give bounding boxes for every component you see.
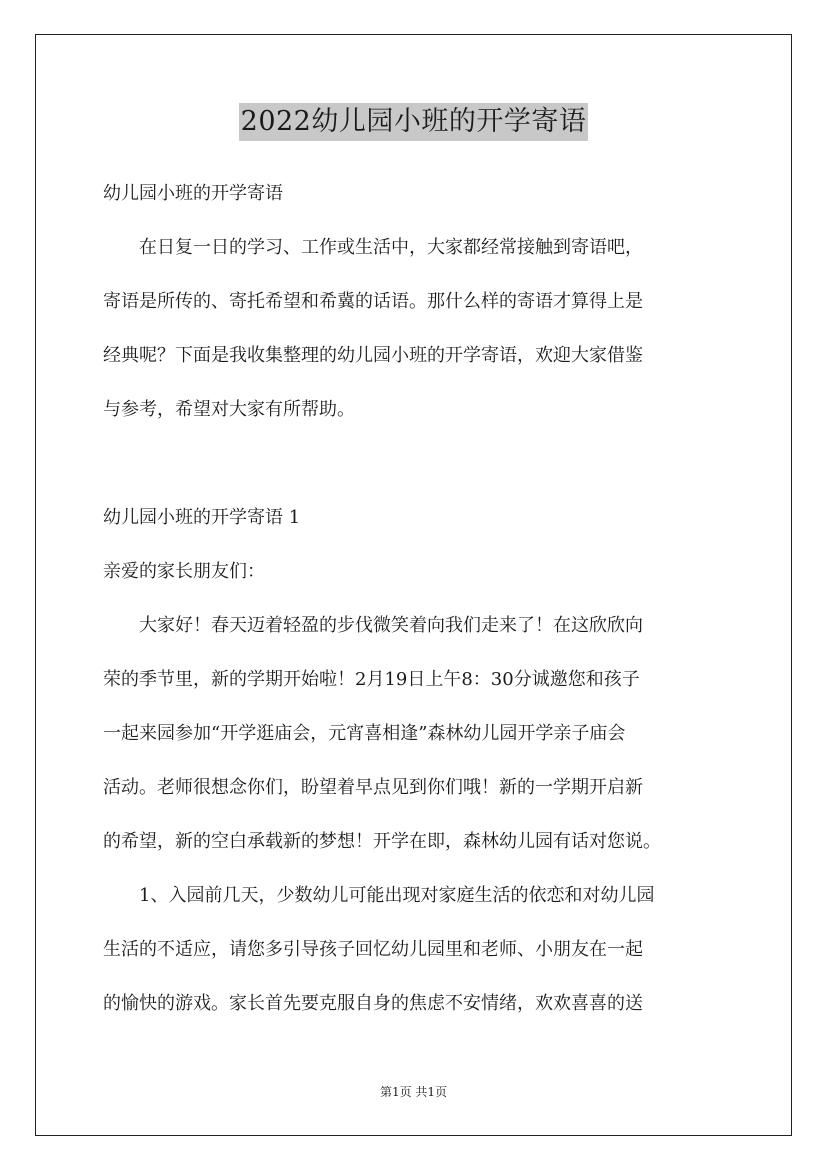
body-line: 的愉快的游戏。家长首先要克服自身的焦虑不安情绪，欢欢喜喜的送 xyxy=(103,993,643,1014)
intro-line: 在日复一日的学习、工作或生活中，大家都经常接触到寄语吧， xyxy=(103,237,643,258)
body-line: 荣的季节里，新的学期开始啦！2月19日上午8：30分诚邀您和孩子 xyxy=(103,669,640,690)
section-title: 幼儿园小班的开学寄语 1 xyxy=(103,507,301,528)
document-title: 2022幼儿园小班的开学寄语 xyxy=(239,103,589,141)
page-footer: 第1页 共1页 xyxy=(379,1085,448,1099)
body-line: 大家好！春天迈着轻盈的步伐微笑着向我们走来了！在这欣欣向 xyxy=(103,615,643,636)
body-line: 活动。老师很想念你们，盼望着早点见到你们哦！新的一学期开启新 xyxy=(103,777,643,798)
body-line: 的希望，新的空白承载新的梦想！开学在即，森林幼儿园有话对您说。 xyxy=(103,831,661,852)
intro-line: 经典呢？下面是我收集整理的幼儿园小班的开学寄语，欢迎大家借鉴 xyxy=(103,345,643,366)
title-container xyxy=(0,103,827,141)
intro-line: 寄语是所传的、寄托希望和希冀的话语。那什么样的寄语才算得上是 xyxy=(103,291,643,312)
greeting: 亲爱的家长朋友们： xyxy=(103,561,265,582)
intro-line: 与参考，希望对大家有所帮助。 xyxy=(103,399,355,420)
body-line: 一起来园参加“开学逛庙会，元宵喜相逢”森林幼儿园开学亲子庙会 xyxy=(103,723,626,744)
body-line: 1、入园前几天，少数幼儿可能出现对家庭生活的依恋和对幼儿园 xyxy=(103,885,655,906)
subtitle: 幼儿园小班的开学寄语 xyxy=(103,183,283,204)
body-line: 生活的不适应，请您多引导孩子回忆幼儿园里和老师、小朋友在一起 xyxy=(103,939,643,960)
